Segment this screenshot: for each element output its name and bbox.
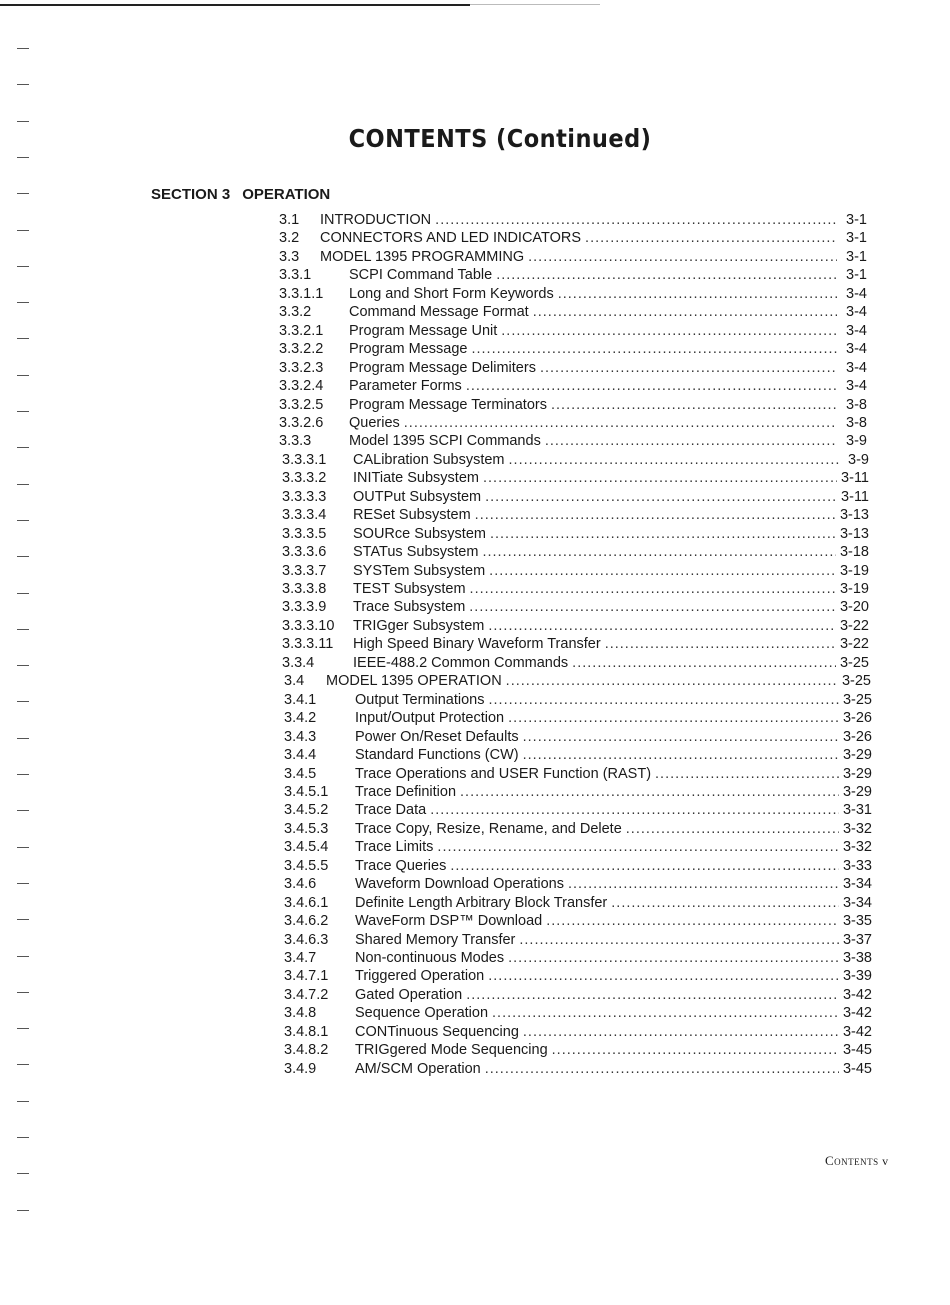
dot-leader <box>466 377 837 395</box>
margin-tick <box>17 665 29 666</box>
dot-leader <box>430 801 839 819</box>
toc-entry-page: 3-39 <box>842 968 872 985</box>
toc-entry-title: SCPI Command Table <box>349 267 493 284</box>
toc-entry-number: 3.3 <box>279 248 300 265</box>
toc-entry-page: 3-22 <box>839 617 869 634</box>
toc-entry-title: RESet Subsystem <box>353 507 471 524</box>
toc-entry[interactable] <box>282 598 869 616</box>
margin-tick <box>17 556 29 557</box>
toc-entry-title: CONNECTORS AND LED INDICATORS <box>320 230 582 247</box>
footer-page-number: v <box>882 1154 889 1168</box>
toc-entry[interactable] <box>282 654 869 672</box>
toc-entry[interactable] <box>284 838 872 856</box>
toc-entry[interactable] <box>284 801 872 819</box>
dot-leader <box>488 967 839 985</box>
toc-entry[interactable] <box>279 359 867 377</box>
dot-leader <box>506 672 838 690</box>
toc-entry-title: Trace Data <box>355 802 427 819</box>
margin-tick <box>17 774 29 775</box>
toc-entry[interactable] <box>284 857 872 875</box>
toc-entry-page: 3-26 <box>842 728 872 745</box>
toc-entry-number: 3.3.3.1 <box>282 451 327 468</box>
toc-entry-title: Definite Length Arbitrary Block Transfer <box>355 894 608 911</box>
toc-entry-number: 3.4.5.5 <box>284 857 329 874</box>
dot-leader <box>552 1041 839 1059</box>
margin-tick <box>17 266 29 267</box>
dot-leader <box>485 488 837 506</box>
margin-tick <box>17 447 29 448</box>
toc-entry[interactable] <box>284 1041 872 1059</box>
toc-entry[interactable] <box>284 728 872 746</box>
toc-entry-title: Power On/Reset Defaults <box>355 728 519 745</box>
toc-entry-page: 3-45 <box>842 1060 872 1077</box>
toc-entry-number: 3.4.1 <box>284 691 317 708</box>
toc-entry-page: 3-34 <box>842 894 872 911</box>
toc-entry-number: 3.4.7.2 <box>284 986 329 1003</box>
margin-tick <box>17 193 29 194</box>
toc-entry-page: 3-38 <box>842 950 872 966</box>
toc-entry-page: 3-42 <box>842 986 872 1003</box>
toc-entry-title: AM/SCM Operation <box>355 1060 481 1077</box>
toc-entry-title: TRIGgered Mode Sequencing <box>355 1042 548 1059</box>
dot-leader <box>508 949 839 967</box>
toc-entry-page: 3-45 <box>842 1042 872 1059</box>
section-heading <box>151 186 330 203</box>
page-footer <box>825 1153 889 1169</box>
toc-entry-title: Program Message Terminators <box>349 396 547 413</box>
margin-tick <box>17 919 29 920</box>
toc-entry-page: 3-1 <box>846 230 867 247</box>
toc-entry[interactable] <box>279 414 867 432</box>
toc-entry-title: Triggered Operation <box>355 968 485 985</box>
dot-leader <box>460 783 839 801</box>
footer-label: Contents <box>825 1153 879 1168</box>
dot-leader <box>533 303 837 321</box>
toc-entry-page: 3-13 <box>839 507 869 524</box>
dot-leader <box>626 820 839 838</box>
toc-entry-page: 3-4 <box>846 304 867 321</box>
toc-entry-title: Program Message Delimiters <box>349 359 536 376</box>
toc-entry-page: 3-33 <box>842 857 872 874</box>
toc-entry-page: 3-29 <box>842 783 872 800</box>
toc-entry[interactable] <box>282 488 869 506</box>
toc-entry-title: Trace Definition <box>355 783 457 800</box>
dot-leader <box>501 322 837 340</box>
toc-entry-title: Parameter Forms <box>349 378 462 395</box>
toc-entry-title: Input/Output Protection <box>355 710 505 727</box>
dot-leader <box>482 543 836 561</box>
toc-entry-title: Long and Short Form Keywords <box>349 285 554 302</box>
margin-tick <box>17 738 29 739</box>
toc-entry-title: Trace Operations and USER Function (RAST) <box>355 765 652 782</box>
toc-entry-title: Shared Memory Transfer <box>355 931 516 948</box>
toc-entry-title: Program Message <box>349 341 468 358</box>
toc-entry[interactable] <box>279 340 867 358</box>
toc-entry-page: 3-25 <box>839 654 869 671</box>
toc-entry-number: 3.3.2.2 <box>279 341 324 358</box>
dot-leader <box>437 838 839 856</box>
dot-leader <box>492 1004 839 1022</box>
toc-entry[interactable] <box>284 986 872 1004</box>
toc-entry[interactable] <box>284 1060 872 1078</box>
toc-entry[interactable] <box>282 617 869 635</box>
dot-leader <box>572 654 836 672</box>
toc-entry-title: Command Message Format <box>349 304 529 321</box>
toc-entry-number: 3.3.2 <box>279 304 312 321</box>
toc-entry-page: 3-9 <box>848 451 869 468</box>
page-title: CONTENTS (Continued) <box>348 124 652 153</box>
toc-entry-number: 3.4.5.3 <box>284 820 329 837</box>
toc-entry-number: 3.1 <box>279 212 300 228</box>
toc-entry-number: 3.4.3 <box>284 728 317 745</box>
toc-entry-number: 3.3.3.7 <box>282 562 327 579</box>
toc-entry-number: 3.4.5.4 <box>284 839 329 856</box>
toc-entry[interactable] <box>284 783 872 801</box>
margin-tick <box>17 411 29 412</box>
dot-leader <box>404 414 837 432</box>
toc-entry-page: 3-26 <box>842 710 872 727</box>
toc-entry-page: 3-19 <box>839 581 869 597</box>
dot-leader <box>450 857 839 875</box>
toc-entry[interactable] <box>279 396 867 414</box>
dot-leader <box>475 506 836 524</box>
toc-entry[interactable] <box>279 211 867 229</box>
toc-entry-number: 3.3.3.3 <box>282 488 327 505</box>
dot-leader <box>435 211 837 229</box>
toc-entry-page: 3-29 <box>842 765 872 782</box>
margin-tick <box>17 338 29 339</box>
dot-leader <box>508 709 839 727</box>
toc-entry-page: 3-32 <box>842 820 872 837</box>
toc-entry-number: 3.2 <box>279 230 300 247</box>
toc-entry-number: 3.4.6.1 <box>284 894 329 911</box>
toc-entry-title: CALibration Subsystem <box>353 451 505 468</box>
toc-entry-number: 3.4.6.3 <box>284 931 329 948</box>
dot-leader <box>490 525 836 543</box>
toc-entry-page: 3-8 <box>846 396 867 413</box>
toc-entry-number: 3.4.9 <box>284 1060 317 1077</box>
toc-entry-title: Trace Subsystem <box>353 599 466 616</box>
toc-entry-title: Output Terminations <box>355 691 485 708</box>
toc-entry-title: WaveForm DSP™ Download <box>355 913 543 930</box>
toc-entry-number: 3.4 <box>284 673 305 690</box>
toc-entry[interactable] <box>282 543 869 561</box>
toc-entry-title: MODEL 1395 PROGRAMMING <box>320 248 525 265</box>
toc-entry-number: 3.4.7 <box>284 950 317 966</box>
toc-entry-page: 3-19 <box>839 562 869 579</box>
toc-entry-title: Non-continuous Modes <box>355 950 505 966</box>
dot-leader <box>483 469 837 487</box>
toc-entry-page: 3-35 <box>842 913 872 930</box>
toc-entry-title: INITiate Subsystem <box>353 470 479 487</box>
toc-entry-number: 3.4.5.2 <box>284 802 329 819</box>
dot-leader <box>585 229 837 247</box>
dot-leader <box>540 359 837 377</box>
toc-entry-number: 3.4.4 <box>284 747 317 764</box>
toc-entry-number: 3.4.8.2 <box>284 1042 329 1059</box>
toc-entry[interactable] <box>284 875 872 893</box>
toc-entry[interactable] <box>284 931 872 949</box>
toc-entry-number: 3.4.8.1 <box>284 1023 329 1040</box>
margin-tick <box>17 375 29 376</box>
toc-entry-number: 3.3.2.5 <box>279 396 324 413</box>
dot-leader <box>489 562 836 580</box>
margin-tick <box>17 302 29 303</box>
toc-entry-number: 3.3.2.6 <box>279 414 324 431</box>
toc-entry-page: 3-22 <box>839 636 869 653</box>
toc-entry[interactable] <box>279 377 867 395</box>
toc-entry-number: 3.4.8 <box>284 1005 317 1022</box>
toc-entry-title: INTRODUCTION <box>320 212 432 228</box>
dot-leader <box>655 765 839 783</box>
toc-entry-title: Trace Copy, Resize, Rename, and Delete <box>355 820 622 837</box>
dot-leader <box>545 432 837 450</box>
toc-entry[interactable] <box>282 525 869 543</box>
dot-leader <box>488 617 836 635</box>
toc-entry-title: TRIGger Subsystem <box>353 617 485 634</box>
dot-leader <box>489 691 839 709</box>
toc-entry-page: 3-1 <box>846 267 867 284</box>
toc-entry-title: STATus Subsystem <box>353 544 479 561</box>
toc-entry-number: 3.4.5 <box>284 765 317 782</box>
toc-entry-page: 3-32 <box>842 839 872 856</box>
toc-entry[interactable] <box>284 765 872 783</box>
toc-entry-number: 3.3.1 <box>279 267 312 284</box>
toc-entry-page: 3-1 <box>846 212 867 228</box>
toc-entry[interactable] <box>284 1023 872 1041</box>
toc-entry-title: IEEE-488.2 Common Commands <box>353 654 569 671</box>
toc-entry-page: 3-20 <box>839 599 869 616</box>
toc-entry-page: 3-34 <box>842 876 872 893</box>
toc-entry-page: 3-1 <box>846 248 867 265</box>
toc-entry-number: 3.4.2 <box>284 710 317 727</box>
toc-entry-title: Gated Operation <box>355 986 463 1003</box>
toc-entry[interactable] <box>279 322 867 340</box>
dot-leader <box>611 894 839 912</box>
toc-entry[interactable] <box>284 1004 872 1022</box>
toc-entry[interactable] <box>279 266 867 284</box>
toc-entry[interactable] <box>282 451 869 469</box>
toc-entry-number: 3.4.5.1 <box>284 783 329 800</box>
dot-leader <box>509 451 839 469</box>
toc-entry[interactable] <box>279 248 867 266</box>
toc-entry-number: 3.3.3.9 <box>282 599 327 616</box>
toc-entry[interactable] <box>284 912 872 930</box>
section-number: SECTION 3 <box>151 186 231 203</box>
toc-entry-page: 3-4 <box>846 341 867 358</box>
toc-entry-title: Trace Limits <box>355 839 434 856</box>
margin-tick <box>17 84 29 85</box>
toc-entry[interactable] <box>284 967 872 985</box>
toc-entry[interactable] <box>279 432 867 450</box>
margin-tick <box>17 701 29 702</box>
margin-tick <box>17 1101 29 1102</box>
dot-leader <box>466 986 839 1004</box>
margin-tick <box>17 1028 29 1029</box>
toc-entry[interactable] <box>284 691 872 709</box>
toc-entry[interactable] <box>279 303 867 321</box>
toc-entry-number: 3.3.2.4 <box>279 378 324 395</box>
margin-tick <box>17 1210 29 1211</box>
toc-entry[interactable] <box>284 894 872 912</box>
toc-entry-title: Standard Functions (CW) <box>355 747 519 764</box>
dot-leader <box>523 746 839 764</box>
toc-entry-title: High Speed Binary Waveform Transfer <box>353 636 601 653</box>
toc-entry-title: SYSTem Subsystem <box>353 562 486 579</box>
toc-entry-number: 3.3.3.11 <box>282 636 334 653</box>
toc-entry-page: 3-4 <box>846 285 867 302</box>
margin-tick <box>17 956 29 957</box>
margin-tick <box>17 484 29 485</box>
dot-leader <box>485 1060 839 1078</box>
toc-entry[interactable] <box>282 635 869 653</box>
dot-leader <box>528 248 837 266</box>
toc-entry-page: 3-18 <box>839 544 869 561</box>
toc-entry-number: 3.3.2.3 <box>279 359 324 376</box>
section-name: OPERATION <box>242 186 331 203</box>
margin-tick <box>17 1137 29 1138</box>
toc-entry-title: CONTinuous Sequencing <box>355 1023 519 1040</box>
margin-tick <box>17 1064 29 1065</box>
dot-leader <box>519 931 839 949</box>
margin-tick <box>17 520 29 521</box>
dot-leader <box>523 1023 839 1041</box>
toc-entry-page: 3-11 <box>841 488 869 505</box>
margin-tick <box>17 629 29 630</box>
toc-entry-page: 3-31 <box>842 802 872 819</box>
margin-tick <box>17 48 29 49</box>
toc-entry-number: 3.3.3.2 <box>282 470 327 487</box>
toc-entry-title: SOURce Subsystem <box>353 525 486 542</box>
toc-entry[interactable] <box>282 506 869 524</box>
toc-entry-title: Sequence Operation <box>355 1005 489 1022</box>
dot-leader <box>605 635 836 653</box>
toc-entry-title: Queries <box>349 414 400 431</box>
toc-entry[interactable] <box>282 469 869 487</box>
dot-leader <box>546 912 839 930</box>
toc-entry-title: MODEL 1395 OPERATION <box>326 673 502 690</box>
toc-entry-number: 3.3.2.1 <box>279 322 324 339</box>
toc-entry-title: OUTPut Subsystem <box>353 488 482 505</box>
toc-entry-number: 3.3.4 <box>282 654 315 671</box>
toc-entry-number: 3.3.3 <box>279 433 312 450</box>
toc-entry-title: Trace Queries <box>355 857 447 874</box>
toc-entry-page: 3-29 <box>842 747 872 764</box>
dot-leader <box>568 875 839 893</box>
margin-tick <box>17 847 29 848</box>
top-rule <box>0 4 470 6</box>
toc-entry-number: 3.3.3.10 <box>282 617 335 634</box>
toc-entry-page: 3-42 <box>842 1005 872 1022</box>
toc-entry[interactable] <box>282 562 869 580</box>
toc-entry-title: Program Message Unit <box>349 322 498 339</box>
margin-tick <box>17 157 29 158</box>
margin-tick <box>17 810 29 811</box>
toc-entry[interactable] <box>284 709 872 727</box>
toc-entry-number: 3.4.6 <box>284 876 317 893</box>
dot-leader <box>471 340 837 358</box>
dot-leader <box>558 285 837 303</box>
margin-tick <box>17 992 29 993</box>
toc-entry[interactable] <box>279 285 867 303</box>
margin-tick <box>17 883 29 884</box>
toc-entry[interactable] <box>279 229 867 247</box>
toc-entry-page: 3-11 <box>841 470 869 487</box>
toc-entry-number: 3.4.7.1 <box>284 968 329 985</box>
margin-tick <box>17 230 29 231</box>
toc-entry[interactable] <box>284 746 872 764</box>
toc-entry-page: 3-37 <box>842 931 872 948</box>
toc-entry-page: 3-13 <box>839 525 869 542</box>
top-rule-faint <box>470 4 600 5</box>
toc-entry-number: 3.3.3.5 <box>282 525 327 542</box>
dot-leader <box>470 580 836 598</box>
toc-entry-number: 3.3.3.6 <box>282 544 327 561</box>
dot-leader <box>469 598 836 616</box>
toc-entry-number: 3.4.6.2 <box>284 913 329 930</box>
toc-entry-title: Waveform Download Operations <box>355 876 564 893</box>
toc-entry-page: 3-4 <box>846 322 867 339</box>
toc-entry[interactable] <box>284 672 871 690</box>
toc-entry-number: 3.3.3.4 <box>282 507 327 524</box>
toc-entry-page: 3-8 <box>846 414 867 431</box>
margin-tick <box>17 1173 29 1174</box>
toc-entry[interactable] <box>284 949 872 967</box>
toc-entry-number: 3.3.1.1 <box>279 285 324 302</box>
dot-leader <box>496 266 837 284</box>
dot-leader <box>551 396 837 414</box>
toc-entry[interactable] <box>284 820 872 838</box>
margin-tick <box>17 121 29 122</box>
toc-entry-page: 3-4 <box>846 378 867 395</box>
toc-entry[interactable] <box>282 580 869 598</box>
toc-entry-page: 3-4 <box>846 359 867 376</box>
toc-entry-page: 3-25 <box>841 673 871 690</box>
toc-entry-title: TEST Subsystem <box>353 581 466 597</box>
toc-entry-page: 3-9 <box>846 433 867 450</box>
margin-tick <box>17 593 29 594</box>
toc-entry-title: Model 1395 SCPI Commands <box>349 433 541 450</box>
toc-entry-page: 3-42 <box>842 1023 872 1040</box>
dot-leader <box>523 728 839 746</box>
toc-entry-page: 3-25 <box>842 691 872 708</box>
toc-entry-number: 3.3.3.8 <box>282 581 327 597</box>
